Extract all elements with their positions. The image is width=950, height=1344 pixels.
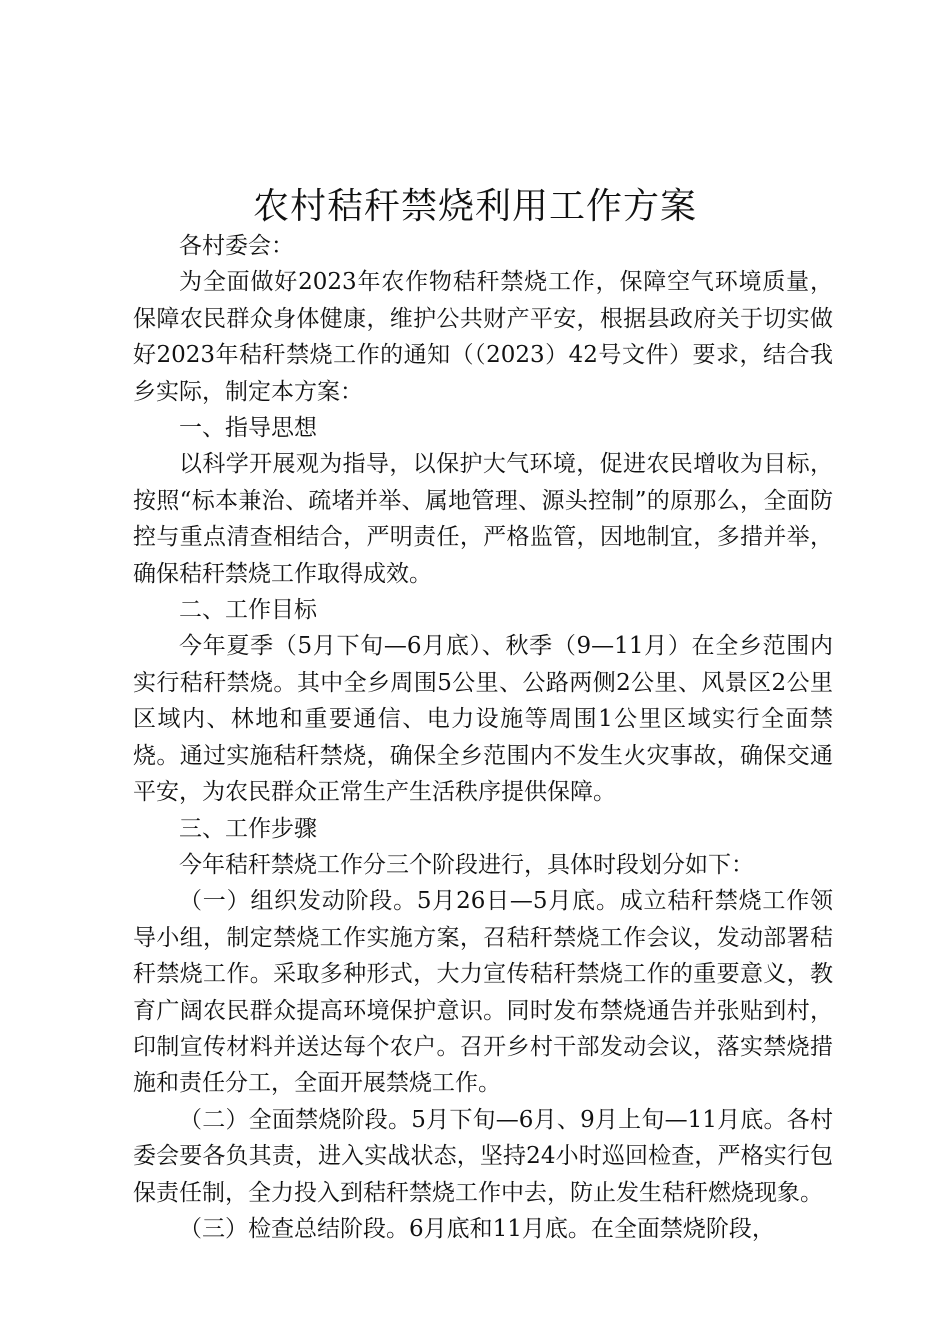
section-heading-work-steps: 三、工作步骤 xyxy=(179,815,317,842)
stage-three-paragraph: （三）检查总结阶段。6月底和11月底。在全面禁烧阶段， xyxy=(179,1215,775,1242)
stage-two-paragraph: （二）全面禁烧阶段。5月下旬—6月、9月上旬—11月底。各村委会要各负其责，进入实战状态，坚持24小时巡回检查，严格实行包保责任制，全力投入到秸秆禁烧工作中去，防止发生秸秆燃烧现象。 xyxy=(133,1106,833,1206)
work-steps-intro: 今年秸秆禁烧工作分三个阶段进行，具体时段划分如下： xyxy=(179,851,754,878)
section-heading-work-goals: 二、工作目标 xyxy=(179,597,317,624)
guiding-thought-paragraph: 以科学开展观为指导，以保护大气环境，促进农民增收为目标，按照“标本兼治、疏堵并举、属地管理、源头控制”的原那么，全面防控与重点清查相结合，严明责任，严格监管，因地制宜，多措并举，确保秸秆禁烧工作取得成效。 xyxy=(133,451,833,587)
salutation: 各村委会： xyxy=(179,233,294,259)
stage-one-paragraph: （一）组织发动阶段。5月26日—5月底。成立秸秆禁烧工作领导小组，制定禁烧工作实施方案，召秸秆禁烧工作会议，发动部署秸秆禁烧工作。采取多种形式，大力宣传秸秆禁烧工作的重要意义，教育广阔农民群众提高环境保护意识。同时发布禁烧通告并张贴到村，印制宣传材料并送达每个农户。召开乡村干部发动会议，落实禁烧措施和责任分工，全面开展禁烧工作。 xyxy=(133,888,833,1097)
document-title: 农村秸秆禁烧利用工作方案 xyxy=(252,186,697,227)
document-body xyxy=(133,228,833,1247)
work-goals-paragraph: 今年夏季（5月下旬—6月底）、秋季（9—11月）在全乡范围内实行秸秆禁烧。其中全乡周围5公里、公路两侧2公里、风景区2公里区域内、林地和重要通信、电力设施等周围1公里区域实行全面禁烧。通过实施秸秆禁烧，确保全乡范围内不发生火灾事故，确保交通平安，为农民群众正常生产生活秩序提供保障。 xyxy=(133,633,833,806)
section-heading-guiding-thought: 一、指导思想 xyxy=(179,415,317,442)
intro-paragraph: 为全面做好2023年农作物秸秆禁烧工作，保障空气环境质量，保障农民群众身体健康，维护公共财产平安，根据县政府关于切实做好2023年秸秆禁烧工作的通知（（2023）42号文件）要求，结合我乡实际，制定本方案： xyxy=(133,269,833,405)
